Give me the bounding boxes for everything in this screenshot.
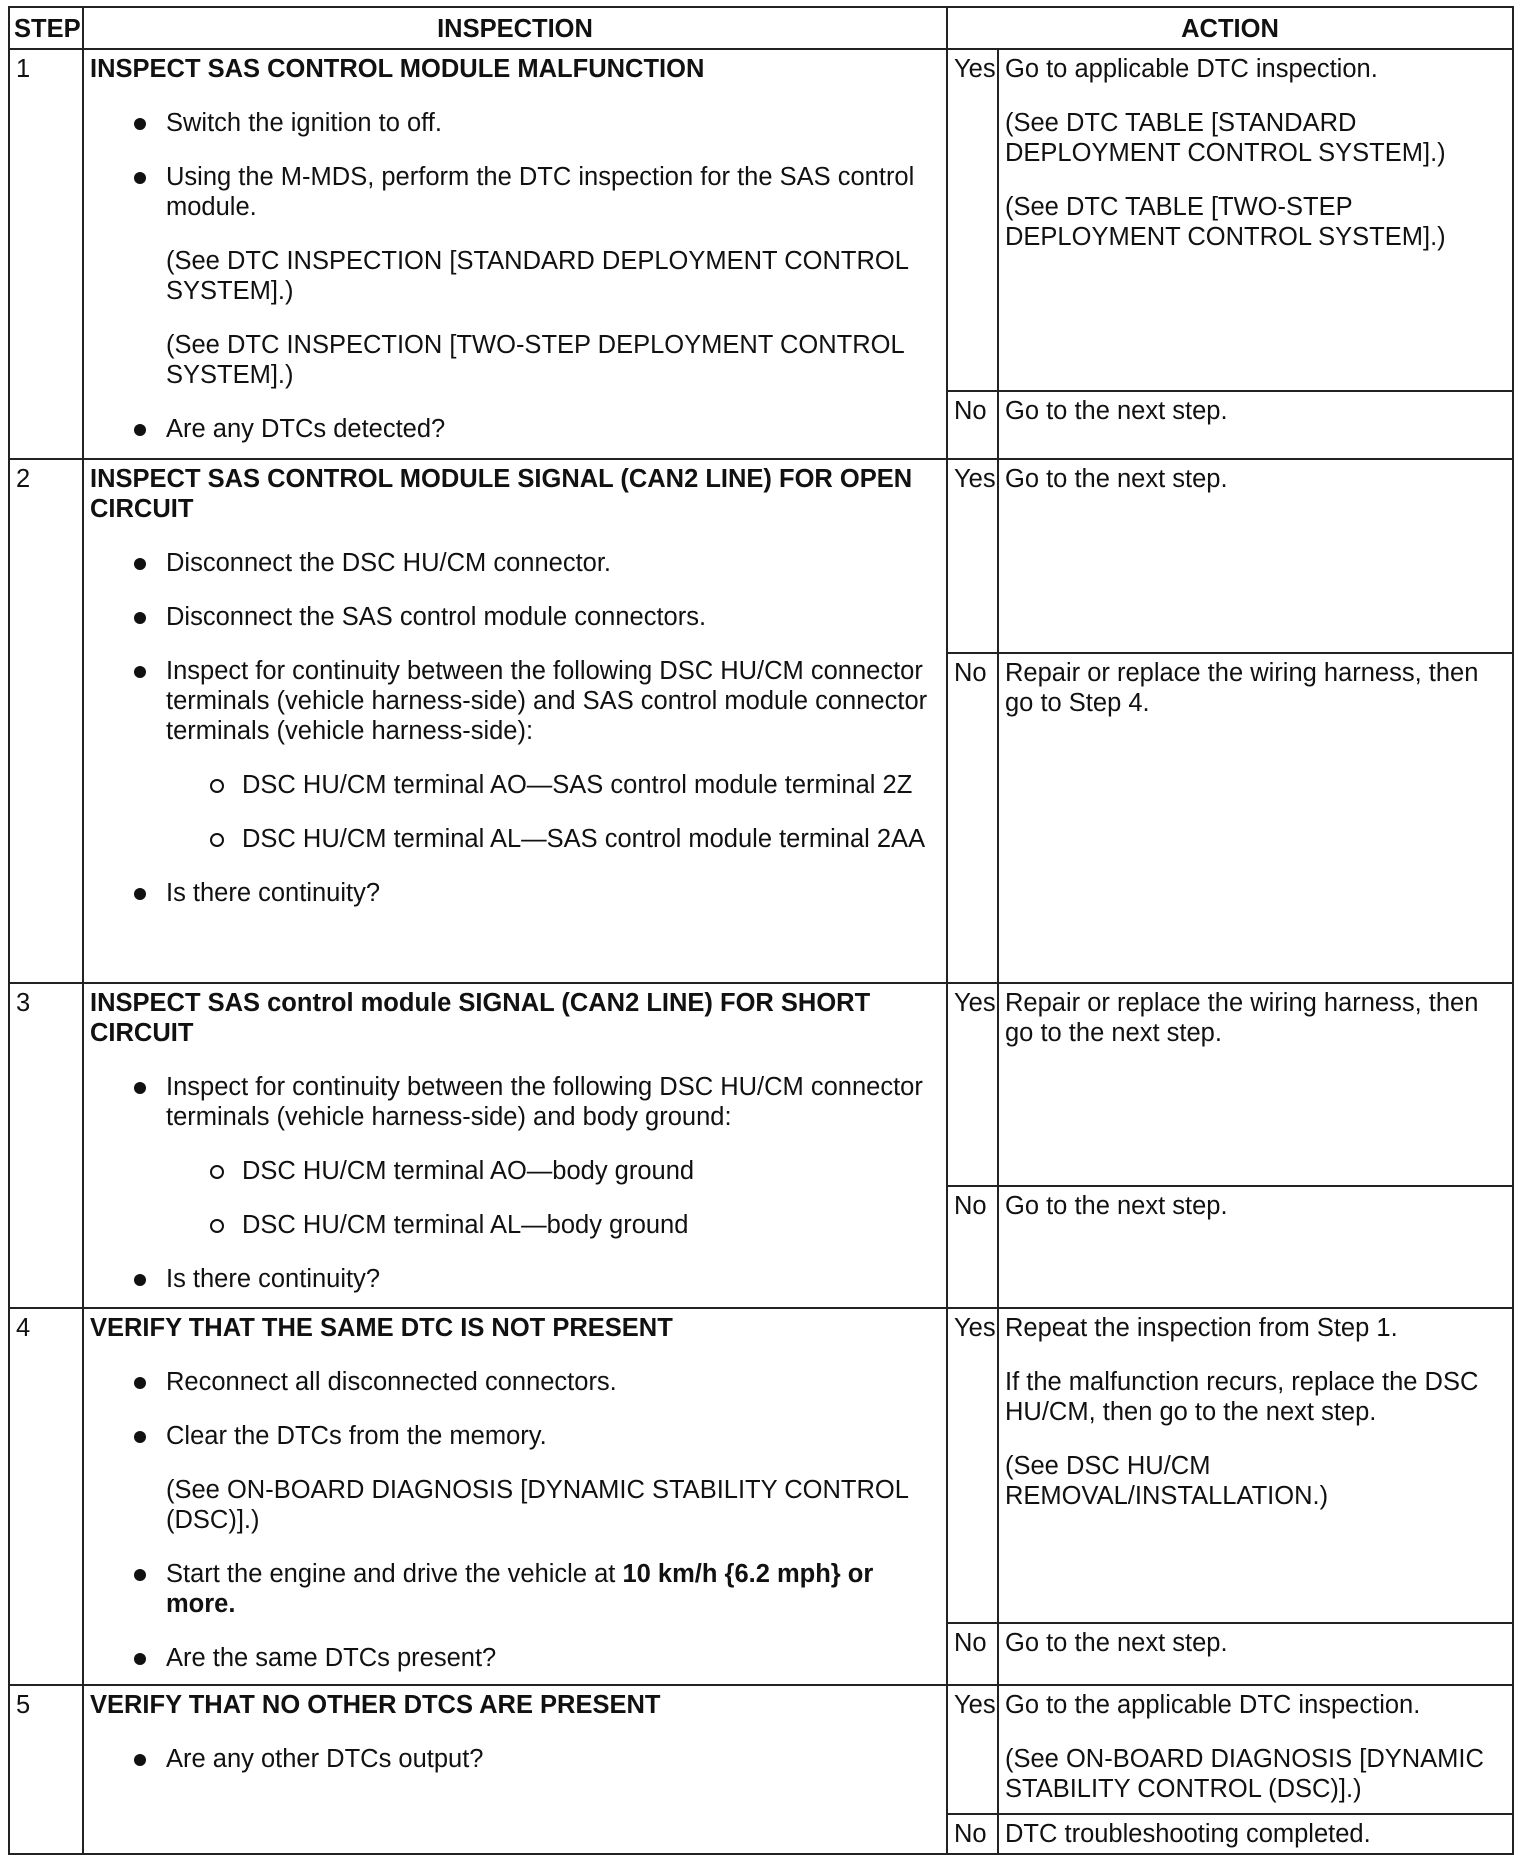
bullet-icon <box>134 558 146 570</box>
reference-note: (See DTC INSPECTION [STANDARD DEPLOYMENT CONTROL SYSTEM].) <box>166 247 908 305</box>
circle-bullet-icon <box>210 1219 224 1233</box>
no-action: DTC troubleshooting completed. <box>998 1814 1513 1854</box>
list-item: Inspect for continuity between the following DSC HU/CM connector terminals (vehicle harness-side) and SAS control module connector terminals (vehicle harness-side): <box>90 656 940 746</box>
no-label: No <box>947 1814 998 1854</box>
no-action: Go to the next step. <box>998 1623 1513 1685</box>
no-label: No <box>947 1623 998 1685</box>
yes-label: Yes <box>947 983 998 1186</box>
list-item: Is there continuity? <box>90 1264 940 1294</box>
list-item: Are the same DTCs present? <box>90 1643 940 1673</box>
list-item: Clear the DTCs from the memory. <box>90 1421 940 1451</box>
bullet-icon <box>134 666 146 678</box>
bullet-icon <box>134 1431 146 1443</box>
reference-note: (See ON-BOARD DIAGNOSIS [DYNAMIC STABILITY CONTROL (DSC)].) <box>166 1476 908 1534</box>
action-header: ACTION <box>947 7 1513 49</box>
yes-action: Go to the next step. <box>998 459 1513 653</box>
list-item: Reconnect all disconnected connectors. <box>90 1367 940 1397</box>
header-row <box>9 7 1513 49</box>
step-inspection <box>83 459 947 983</box>
bullet-icon <box>134 424 146 436</box>
yes-action: Repair or replace the wiring harness, then go to the next step. <box>998 983 1513 1186</box>
step-5-yes-row <box>9 1685 1513 1814</box>
list-item: Inspect for continuity between the following DSC HU/CM connector terminals (vehicle harness-side) and body ground: <box>90 1072 940 1132</box>
sub-list-item: DSC HU/CM terminal AO—body ground <box>90 1156 940 1186</box>
bullet-icon <box>134 1377 146 1389</box>
yes-label: Yes <box>947 49 998 391</box>
step-2-yes-row <box>9 459 1513 653</box>
yes-action: Go to applicable DTC inspection. (See DTC TABLE [STANDARD DEPLOYMENT CONTROL SYSTEM].) (See DTC TABLE [TWO-STEP DEPLOYMENT CONTROL SYSTEM].) <box>998 49 1513 391</box>
list-item: Are any other DTCs output? <box>90 1744 940 1774</box>
inspection-header: INSPECTION <box>83 7 947 49</box>
no-label: No <box>947 653 998 983</box>
step-header: STEP <box>9 7 83 49</box>
no-label: No <box>947 391 998 459</box>
list-item: Using the M-MDS, perform the DTC inspection for the SAS control module. <box>90 162 940 222</box>
sub-list-item: DSC HU/CM terminal AL—body ground <box>90 1210 940 1240</box>
step-title: INSPECT SAS control module SIGNAL (CAN2 LINE) FOR SHORT CIRCUIT <box>90 989 871 1047</box>
step-inspection <box>83 49 947 459</box>
list-item: Start the engine and drive the vehicle at 10 km/h {6.2 mph} or more. <box>90 1559 940 1619</box>
list-item: Is there continuity? <box>90 878 940 908</box>
yes-action: Go to the applicable DTC inspection. (See ON-BOARD DIAGNOSIS [DYNAMIC STABILITY CONTROL (DSC)].) <box>998 1685 1513 1814</box>
circle-bullet-icon <box>210 833 224 847</box>
step-title: INSPECT SAS CONTROL MODULE MALFUNCTION <box>90 55 705 83</box>
bullet-icon <box>134 1274 146 1286</box>
yes-label: Yes <box>947 1685 998 1814</box>
list-item: Disconnect the SAS control module connectors. <box>90 602 940 632</box>
circle-bullet-icon <box>210 779 224 793</box>
reference-note: (See DTC INSPECTION [TWO-STEP DEPLOYMENT CONTROL SYSTEM].) <box>166 331 904 389</box>
bullet-icon <box>134 172 146 184</box>
step-inspection <box>83 1308 947 1685</box>
sub-list-item: DSC HU/CM terminal AO—SAS control module terminal 2Z <box>90 770 940 800</box>
bullet-icon <box>134 1569 146 1581</box>
bullet-icon <box>134 888 146 900</box>
bullet-icon <box>134 1754 146 1766</box>
step-number: 1 <box>9 49 83 459</box>
step-number: 3 <box>9 983 83 1308</box>
list-item: Are any DTCs detected? <box>90 414 940 444</box>
sub-list-item: DSC HU/CM terminal AL—SAS control module terminal 2AA <box>90 824 940 854</box>
bullet-icon <box>134 1082 146 1094</box>
step-number: 4 <box>9 1308 83 1685</box>
step-number: 5 <box>9 1685 83 1854</box>
yes-action: Repeat the inspection from Step 1. If the malfunction recurs, replace the DSC HU/CM, then go to the next step. (See DSC HU/CM REMOVAL/INSTALLATION.) <box>998 1308 1513 1623</box>
step-title: VERIFY THAT THE SAME DTC IS NOT PRESENT <box>90 1314 673 1342</box>
step-title: INSPECT SAS CONTROL MODULE SIGNAL (CAN2 LINE) FOR OPEN CIRCUIT <box>90 465 913 523</box>
no-action: Repair or replace the wiring harness, then go to Step 4. <box>998 653 1513 983</box>
step-inspection <box>83 983 947 1308</box>
speed-value: 10 km/h {6.2 mph} or more. <box>166 1560 874 1618</box>
step-title: VERIFY THAT NO OTHER DTCS ARE PRESENT <box>90 1691 661 1719</box>
step-1-yes-row <box>9 49 1513 391</box>
circle-bullet-icon <box>210 1165 224 1179</box>
step-number: 2 <box>9 459 83 983</box>
yes-label: Yes <box>947 1308 998 1623</box>
bullet-icon <box>134 118 146 130</box>
list-item: Disconnect the DSC HU/CM connector. <box>90 548 940 578</box>
bullet-icon <box>134 1653 146 1665</box>
list-item: Switch the ignition to off. <box>90 108 940 138</box>
step-4-yes-row <box>9 1308 1513 1623</box>
step-3-yes-row <box>9 983 1513 1186</box>
yes-label: Yes <box>947 459 998 653</box>
no-label: No <box>947 1186 998 1308</box>
troubleshooting-table <box>8 6 1514 1855</box>
step-inspection <box>83 1685 947 1854</box>
no-action: Go to the next step. <box>998 391 1513 459</box>
no-action: Go to the next step. <box>998 1186 1513 1308</box>
bullet-icon <box>134 612 146 624</box>
